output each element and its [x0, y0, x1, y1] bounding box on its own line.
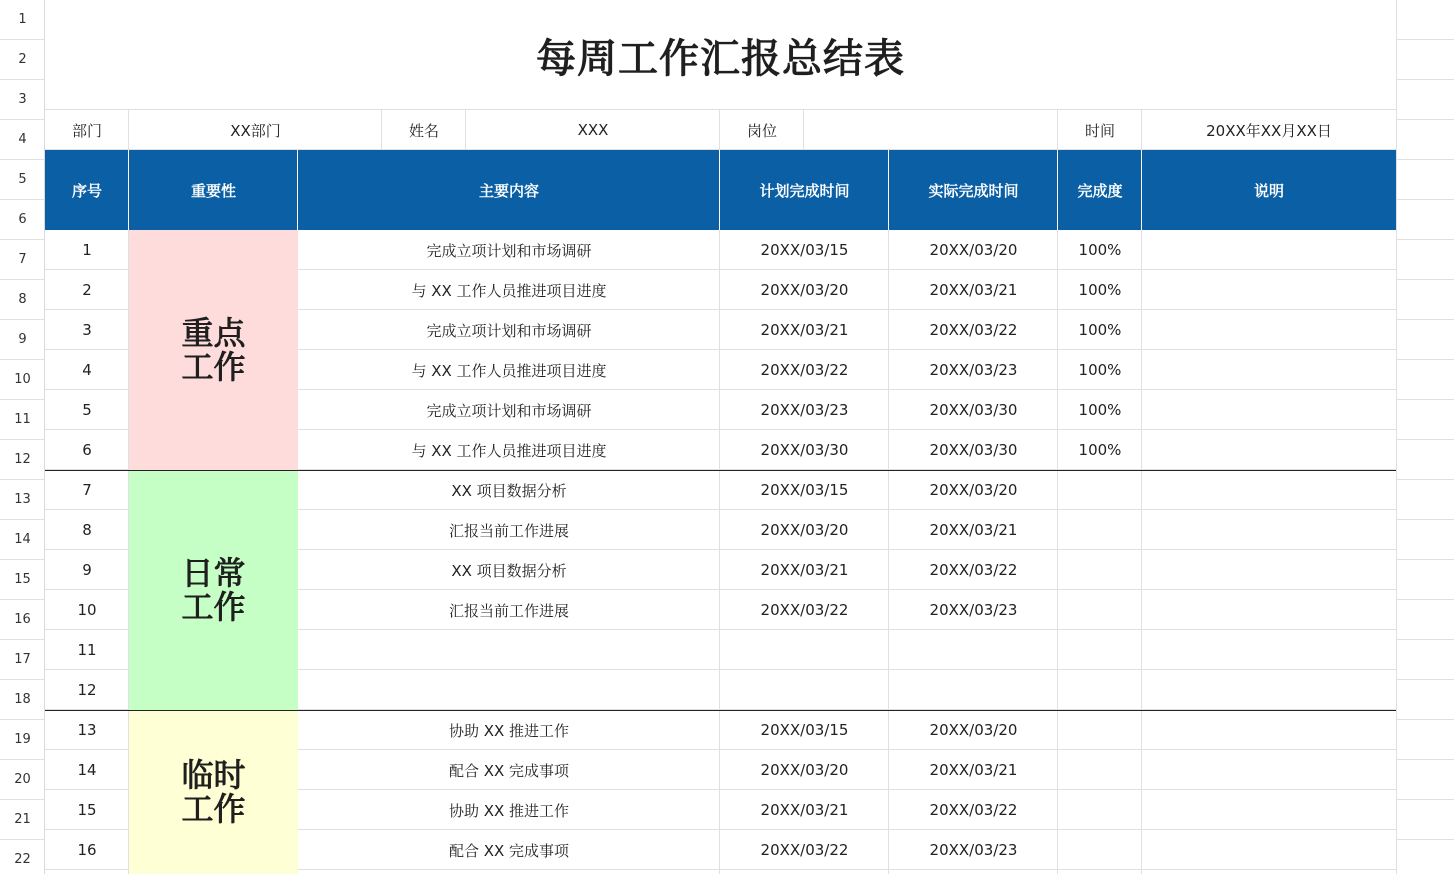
cell-actual[interactable]: 20XX/03/20 — [929, 481, 1018, 499]
grid-line — [1396, 119, 1454, 120]
category-temp-line2: 工作 — [181, 790, 246, 828]
cell-content[interactable] — [298, 670, 720, 710]
category-temp-work[interactable] — [129, 710, 298, 874]
cell-seq[interactable]: 10 — [77, 601, 97, 619]
cell-note[interactable] — [1142, 350, 1396, 390]
cell-seq[interactable]: 9 — [82, 561, 92, 579]
cell-actual[interactable]: 20XX/03/30 — [929, 401, 1018, 419]
cell-actual[interactable]: 20XX/03/22 — [929, 801, 1018, 819]
category-daily-work[interactable] — [129, 470, 298, 710]
category-daily-line1: 日常 — [181, 554, 246, 592]
row-number[interactable]: 20 — [0, 760, 45, 800]
cell-progress[interactable] — [1058, 630, 1142, 670]
row-number[interactable]: 11 — [0, 400, 45, 440]
post-value[interactable] — [804, 110, 1058, 150]
category-daily-line2: 工作 — [181, 588, 246, 626]
cell-actual[interactable]: 20XX/03/23 — [929, 841, 1018, 859]
cell-content[interactable]: 协助 XX 推进工作 — [448, 721, 570, 740]
row-number[interactable]: 22 — [0, 840, 45, 874]
cell-plan[interactable]: 20XX/03/30 — [760, 441, 849, 459]
grid-line — [1396, 239, 1454, 240]
header-note[interactable]: 说明 — [1142, 150, 1396, 230]
cell-seq[interactable]: 14 — [77, 761, 97, 779]
row-number[interactable]: 6 — [0, 200, 45, 240]
row-number[interactable]: 3 — [0, 80, 45, 120]
cell-seq[interactable]: 15 — [77, 801, 97, 819]
grid-line — [1396, 799, 1454, 800]
grid-line — [1396, 399, 1454, 400]
cell-content[interactable]: 配合 XX 完成事项 — [448, 761, 570, 780]
cell-note[interactable] — [1142, 790, 1396, 830]
cell-plan[interactable]: 20XX/03/15 — [760, 721, 849, 739]
row-number[interactable]: 7 — [0, 240, 45, 280]
row-number[interactable]: 13 — [0, 480, 45, 520]
cell-seq[interactable]: 8 — [82, 521, 92, 539]
cell-actual[interactable]: 20XX/03/21 — [929, 281, 1018, 299]
row-number[interactable]: 1 — [0, 0, 45, 40]
row-number[interactable]: 2 — [0, 40, 45, 80]
grid-line — [1396, 759, 1454, 760]
grid-line — [1396, 319, 1454, 320]
grid-line — [1396, 839, 1454, 840]
cell-actual[interactable]: 20XX/03/20 — [929, 721, 1018, 739]
cell-note[interactable] — [1142, 310, 1396, 350]
cell-content[interactable]: 汇报当前工作进展 — [448, 521, 569, 540]
cell-seq[interactable]: 5 — [82, 401, 92, 419]
cell-plan[interactable]: 20XX/03/20 — [760, 761, 849, 779]
row-number[interactable]: 17 — [0, 640, 45, 680]
row-number[interactable]: 5 — [0, 160, 45, 200]
header-content[interactable]: 主要内容 — [298, 150, 720, 230]
cell-note[interactable] — [1142, 590, 1396, 630]
cell-content[interactable]: 配合 XX 完成事项 — [448, 841, 570, 860]
cell-note[interactable] — [1142, 470, 1396, 510]
cell-plan[interactable] — [720, 670, 889, 710]
cell-seq[interactable]: 1 — [82, 241, 92, 259]
row-number[interactable]: 15 — [0, 560, 45, 600]
cell-actual[interactable] — [889, 670, 1058, 710]
row-number[interactable]: 14 — [0, 520, 45, 560]
category-key-work[interactable] — [129, 230, 298, 470]
header-separator — [719, 150, 720, 230]
cell-seq[interactable]: 4 — [82, 361, 92, 379]
cell-progress[interactable] — [1058, 550, 1142, 590]
row-number[interactable]: 19 — [0, 720, 45, 760]
cell-note[interactable] — [1142, 830, 1396, 870]
cell-progress[interactable]: 100% — [1078, 321, 1122, 339]
time-label[interactable]: 时间 — [1084, 121, 1115, 140]
header-actual-time[interactable]: 实际完成时间 — [889, 150, 1058, 230]
cell-progress[interactable] — [1058, 510, 1142, 550]
row-number[interactable]: 4 — [0, 120, 45, 160]
dept-value[interactable]: XX部门 — [230, 121, 281, 140]
cell-content[interactable]: XX 项目数据分析 — [451, 481, 567, 500]
cell-actual[interactable]: 20XX/03/22 — [929, 321, 1018, 339]
header-progress[interactable]: 完成度 — [1058, 150, 1142, 230]
cell-progress[interactable]: 100% — [1078, 241, 1122, 259]
grid-line — [1396, 559, 1454, 560]
cell-seq[interactable]: 13 — [77, 721, 97, 739]
cell-plan[interactable]: 20XX/03/15 — [760, 241, 849, 259]
cell-note[interactable] — [1142, 630, 1396, 670]
cell-actual[interactable]: 20XX/03/21 — [929, 761, 1018, 779]
header-separator — [1057, 150, 1058, 230]
row-header-column — [0, 0, 45, 874]
cell-actual[interactable]: 20XX/03/30 — [929, 441, 1018, 459]
grid-line — [1396, 0, 1397, 874]
cell-plan[interactable]: 20XX/03/22 — [760, 361, 849, 379]
cell-content[interactable]: XX 项目数据分析 — [451, 561, 567, 580]
row-number[interactable]: 12 — [0, 440, 45, 480]
cell-note[interactable] — [1142, 510, 1396, 550]
cell-actual[interactable]: 20XX/03/22 — [929, 561, 1018, 579]
cell-seq[interactable]: 6 — [82, 441, 92, 459]
cell-progress[interactable] — [1058, 470, 1142, 510]
cell-note[interactable] — [1142, 430, 1396, 470]
cell-progress[interactable] — [1058, 750, 1142, 790]
sheet-title[interactable]: 每周工作汇报总结表 — [536, 35, 905, 82]
grid-line — [1396, 639, 1454, 640]
grid-line — [1396, 519, 1454, 520]
row-number[interactable]: 10 — [0, 360, 45, 400]
cell-progress[interactable]: 100% — [1078, 361, 1122, 379]
cell-seq[interactable]: 11 — [77, 641, 97, 659]
grid-line — [1396, 479, 1454, 480]
cell-plan[interactable]: 20XX/03/23 — [760, 401, 849, 419]
cell-content[interactable]: 与 XX 工作人员推进项目进度 — [411, 441, 607, 460]
grid-line — [1396, 199, 1454, 200]
cell-note[interactable] — [1142, 710, 1396, 750]
cell-content[interactable]: 完成立项计划和市场调研 — [426, 241, 592, 260]
dept-label[interactable]: 部门 — [71, 121, 102, 140]
cell-plan[interactable]: 20XX/03/22 — [760, 841, 849, 859]
name-label[interactable]: 姓名 — [408, 121, 439, 140]
cell-note[interactable] — [1142, 750, 1396, 790]
cell-seq[interactable]: 7 — [82, 481, 92, 499]
time-value[interactable]: 20XX年XX月XX日 — [1206, 121, 1332, 140]
cell-note[interactable] — [1142, 230, 1396, 270]
cell-progress[interactable] — [1058, 790, 1142, 830]
row-number[interactable]: 8 — [0, 280, 45, 320]
grid-line — [1396, 599, 1454, 600]
cell-progress[interactable]: 100% — [1078, 441, 1122, 459]
cell-plan[interactable]: 20XX/03/20 — [760, 521, 849, 539]
row-number[interactable]: 18 — [0, 680, 45, 720]
cell-progress[interactable] — [1058, 590, 1142, 630]
cell-seq[interactable]: 16 — [77, 841, 97, 859]
post-label[interactable]: 岗位 — [746, 121, 777, 140]
cell-plan[interactable]: 20XX/03/22 — [760, 601, 849, 619]
header-separator — [297, 150, 298, 230]
cell-content[interactable]: 与 XX 工作人员推进项目进度 — [411, 361, 607, 380]
section-divider — [45, 470, 1396, 471]
grid-line — [1396, 279, 1454, 280]
cell-content[interactable]: 与 XX 工作人员推进项目进度 — [411, 281, 607, 300]
grid-line — [1396, 39, 1454, 40]
grid-line — [1396, 79, 1454, 80]
cell-actual[interactable]: 20XX/03/21 — [929, 521, 1018, 539]
cell-progress[interactable]: 100% — [1078, 281, 1122, 299]
cell-note[interactable] — [1142, 670, 1396, 710]
row-number[interactable]: 21 — [0, 800, 45, 840]
cell-content[interactable]: 完成立项计划和市场调研 — [426, 321, 592, 340]
cell-actual[interactable] — [889, 630, 1058, 670]
cell-content[interactable]: 汇报当前工作进展 — [448, 601, 569, 620]
cell-seq[interactable]: 12 — [77, 681, 97, 699]
cell-progress[interactable] — [1058, 710, 1142, 750]
grid-line — [1396, 679, 1454, 680]
header-separator — [1141, 150, 1142, 230]
cell-note[interactable] — [1142, 390, 1396, 430]
cell-actual[interactable]: 20XX/03/23 — [929, 601, 1018, 619]
cell-actual[interactable]: 20XX/03/20 — [929, 241, 1018, 259]
section-divider — [45, 710, 1396, 711]
header-seq[interactable]: 序号 — [45, 150, 129, 230]
cell-progress[interactable]: 100% — [1078, 401, 1122, 419]
category-key-line2: 工作 — [181, 348, 246, 386]
cell-content[interactable] — [298, 630, 720, 670]
category-key-line1: 重点 — [181, 314, 246, 352]
cell-progress[interactable] — [1058, 670, 1142, 710]
grid-line — [1396, 159, 1454, 160]
header-separator — [128, 150, 129, 230]
grid-line — [1396, 359, 1454, 360]
cell-actual[interactable]: 20XX/03/23 — [929, 361, 1018, 379]
cell-progress[interactable] — [1058, 830, 1142, 870]
cell-plan[interactable]: 20XX/03/21 — [760, 321, 849, 339]
cell-plan[interactable]: 20XX/03/20 — [760, 281, 849, 299]
cell-plan[interactable]: 20XX/03/21 — [760, 801, 849, 819]
header-importance[interactable]: 重要性 — [129, 150, 298, 230]
cell-content[interactable]: 完成立项计划和市场调研 — [426, 401, 592, 420]
cell-plan[interactable] — [720, 630, 889, 670]
grid-line — [1396, 719, 1454, 720]
row-number[interactable]: 16 — [0, 600, 45, 640]
cell-note[interactable] — [1142, 270, 1396, 310]
grid-line — [1396, 439, 1454, 440]
cell-seq[interactable]: 2 — [82, 281, 92, 299]
cell-content[interactable]: 协助 XX 推进工作 — [448, 801, 570, 820]
row-number[interactable]: 9 — [0, 320, 45, 360]
cell-plan[interactable]: 20XX/03/15 — [760, 481, 849, 499]
name-value[interactable]: XXX — [577, 121, 609, 139]
cell-plan[interactable]: 20XX/03/21 — [760, 561, 849, 579]
header-plan-time[interactable]: 计划完成时间 — [720, 150, 889, 230]
cell-seq[interactable]: 3 — [82, 321, 92, 339]
cell-note[interactable] — [1142, 550, 1396, 590]
category-temp-line1: 临时 — [181, 756, 246, 794]
header-separator — [888, 150, 889, 230]
